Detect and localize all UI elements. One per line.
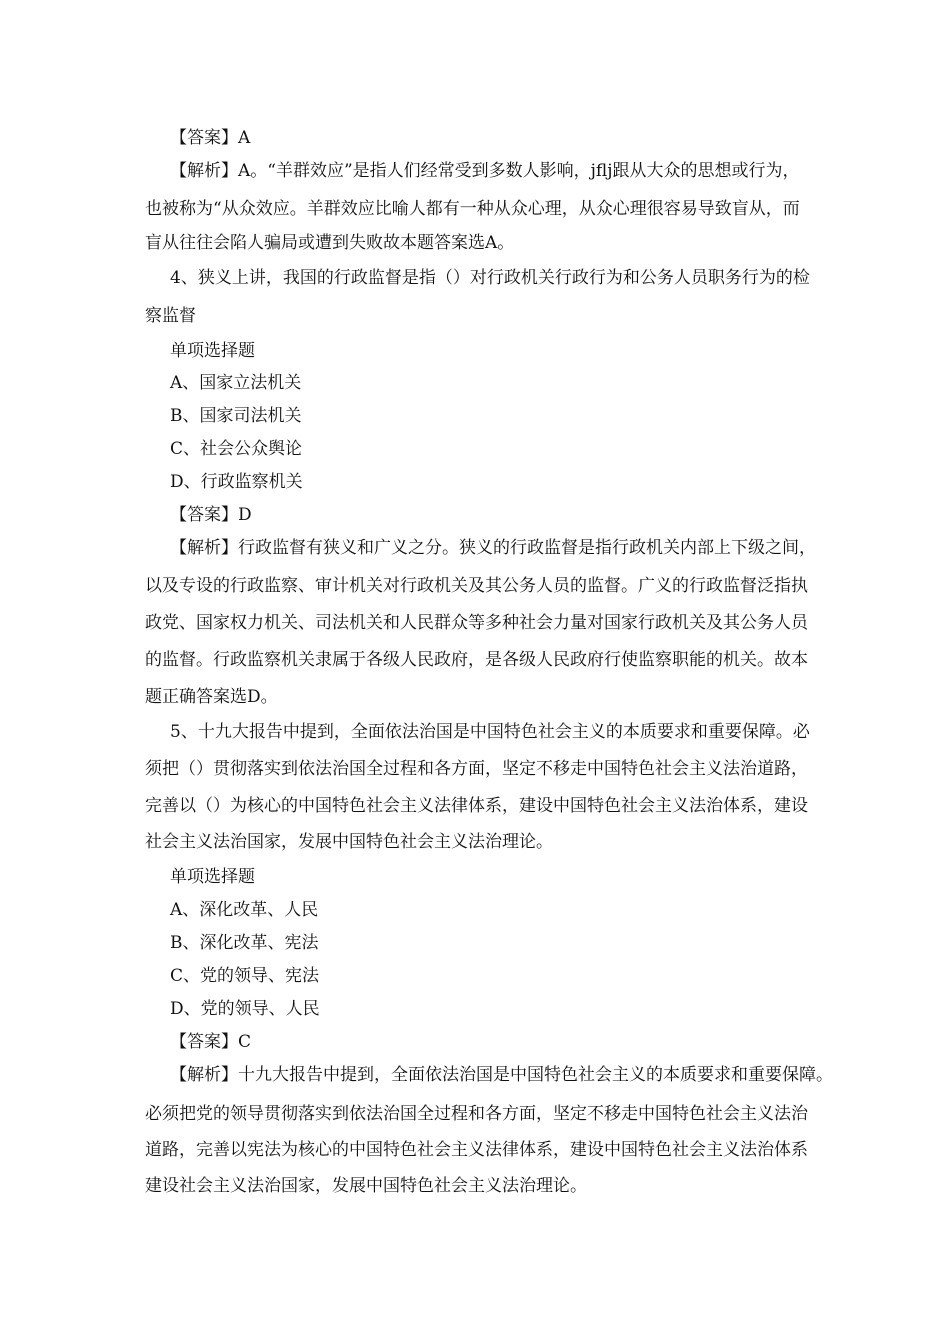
q4-analysis-line-4: 的监督。行政监察机关隶属于各级人民政府，是各级人民政府行使监察职能的机关。故本 <box>145 650 808 670</box>
q5-question-line-3: 完善以（）为核心的中国特色社会主义法律体系，建设中国特色社会主义法治体系，建设 <box>145 796 808 816</box>
q5-analysis-line-1: 【解析】十九大报告中提到，全面依法治国是中国特色社会主义的本质要求和重要保障。 <box>170 1065 833 1085</box>
q4-option-a: A、国家立法机关 <box>170 373 302 393</box>
q5-option-d: D、党的领导、人民 <box>170 999 320 1019</box>
q5-analysis-line-4: 建设社会主义法治国家，发展中国特色社会主义法治理论。 <box>145 1176 587 1196</box>
q5-question-line-2: 须把（）贯彻落实到依法治国全过程和各方面，坚定不移走中国特色社会主义法治道路， <box>145 759 808 779</box>
q5-analysis-line-2: 必须把党的领导贯彻落实到依法治国全过程和各方面，坚定不移走中国特色社会主义法治 <box>145 1104 808 1124</box>
q4-analysis-line-1: 【解析】行政监督有狭义和广义之分。狭义的行政监督是指行政机关内部上下级之间， <box>170 538 816 558</box>
q3-analysis-line-3: 盲从往往会陷人骗局或遭到失败故本题答案选A。 <box>145 233 515 253</box>
q5-analysis-line-3: 道路，完善以宪法为核心的中国特色社会主义法律体系，建设中国特色社会主义法治体系 <box>145 1140 808 1160</box>
q5-question-type: 单项选择题 <box>170 867 255 887</box>
q5-question-line-1: 5、十九大报告中提到，全面依法治国是中国特色社会主义的本质要求和重要保障。必 <box>170 722 810 742</box>
q4-answer: 【答案】D <box>170 505 252 525</box>
q5-option-c: C、党的领导、宪法 <box>170 966 320 986</box>
q4-option-c: C、社会公众舆论 <box>170 439 303 459</box>
q5-question-line-4: 社会主义法治国家，发展中国特色社会主义法治理论。 <box>145 832 553 852</box>
q5-answer: 【答案】C <box>170 1032 252 1052</box>
q3-analysis-line-2: 也被称为“从众效应。羊群效应比喻人都有一种从众心理，从众心理很容易导致盲从，而 <box>145 199 800 219</box>
q4-question-line-2: 察监督 <box>145 306 196 326</box>
q4-analysis-line-3: 政党、国家权力机关、司法机关和人民群众等多种社会力量对国家行政机关及其公务人员 <box>145 613 808 633</box>
q5-option-a: A、深化改革、人民 <box>170 900 319 920</box>
q5-option-b: B、深化改革、宪法 <box>170 933 319 953</box>
q4-option-b: B、国家司法机关 <box>170 406 302 426</box>
q3-answer: 【答案】A <box>170 128 251 148</box>
q3-analysis-line-1: 【解析】A。“羊群效应”是指人们经常受到多数人影响，jflj跟从大众的思想或行为， <box>170 161 800 181</box>
q4-option-d: D、行政监察机关 <box>170 472 303 492</box>
q4-analysis-line-5: 题正确答案选D。 <box>145 687 278 707</box>
q4-question-line-1: 4、狭义上讲，我国的行政监督是指（）对行政机关行政行为和公务人员职务行为的检 <box>170 268 810 288</box>
q4-analysis-line-2: 以及专设的行政监察、审计机关对行政机关及其公务人员的监督。广义的行政监督泛指执 <box>145 576 808 596</box>
q4-question-type: 单项选择题 <box>170 341 255 361</box>
